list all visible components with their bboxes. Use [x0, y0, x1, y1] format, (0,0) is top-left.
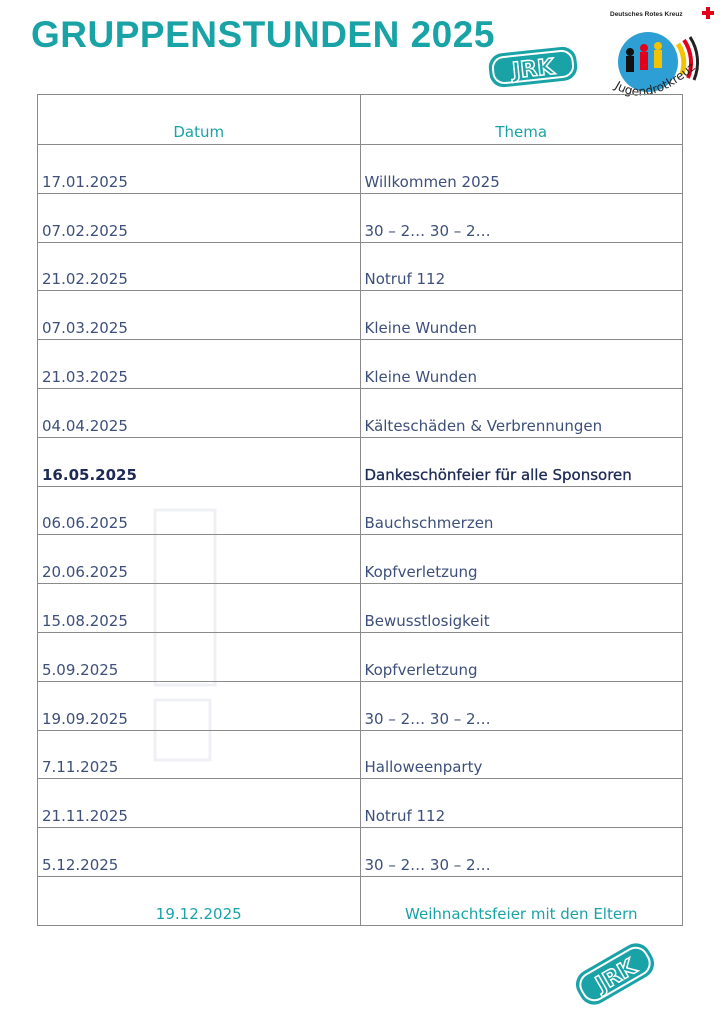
row-topic: Kälteschäden & Verbrennungen: [360, 388, 683, 437]
svg-text:Jugendrotkreuz: Jugendrotkreuz: [612, 59, 698, 99]
row-date: 19.12.2025: [38, 876, 361, 925]
row-date: 5.12.2025: [38, 828, 361, 877]
row-date: 7.11.2025: [38, 730, 361, 779]
schedule-table: [37, 94, 683, 926]
page-title: GRUPPENSTUNDEN 2025: [31, 14, 495, 55]
table-row: [38, 730, 683, 779]
header-datum: Datum: [38, 95, 361, 145]
row-date: 5.09.2025: [38, 632, 361, 681]
table-row: [38, 291, 683, 340]
row-topic: Kopfverletzung: [360, 535, 683, 584]
row-date: 17.01.2025: [38, 145, 361, 194]
svg-text:JRK: JRK: [591, 954, 641, 998]
row-topic: Dankeschönfeier für alle Sponsoren: [360, 437, 683, 486]
row-topic: Kleine Wunden: [360, 291, 683, 340]
table-row: [38, 145, 683, 194]
row-date: 07.02.2025: [38, 193, 361, 242]
row-topic: Halloweenparty: [360, 730, 683, 779]
table-row: [38, 584, 683, 633]
row-date: 19.09.2025: [38, 681, 361, 730]
table-row: [38, 193, 683, 242]
table-row: [38, 632, 683, 681]
table-row: [38, 242, 683, 291]
row-date: 21.03.2025: [38, 340, 361, 389]
jrk-logo-bottom: [570, 942, 660, 1006]
row-topic: Notruf 112: [360, 779, 683, 828]
row-topic: Kopfverletzung: [360, 632, 683, 681]
row-topic: Notruf 112: [360, 242, 683, 291]
header-thema: Thema: [360, 95, 683, 145]
row-date: 07.03.2025: [38, 291, 361, 340]
row-date: 16.05.2025: [38, 437, 361, 486]
table-row: [38, 486, 683, 535]
row-date: 20.06.2025: [38, 535, 361, 584]
jrk-logo-top: [485, 44, 581, 90]
row-topic: 30 – 2… 30 – 2…: [360, 681, 683, 730]
row-topic: Bauchschmerzen: [360, 486, 683, 535]
row-topic: Weihnachtsfeier mit den Eltern: [360, 876, 683, 925]
table-row: [38, 388, 683, 437]
table-row: [38, 681, 683, 730]
svg-text:JRK: JRK: [510, 54, 556, 85]
row-topic: Kleine Wunden: [360, 340, 683, 389]
table-row: [38, 876, 683, 925]
table-row: [38, 535, 683, 584]
row-topic: 30 – 2… 30 – 2…: [360, 828, 683, 877]
row-topic: Willkommen 2025: [360, 145, 683, 194]
table-row: [38, 779, 683, 828]
row-topic: Bewusstlosigkeit: [360, 584, 683, 633]
row-date: 06.06.2025: [38, 486, 361, 535]
svg-text:Deutsches Rotes Kreuz: Deutsches Rotes Kreuz: [610, 11, 683, 18]
table-row: [38, 437, 683, 486]
table-header-row: [38, 95, 683, 145]
row-date: 21.11.2025: [38, 779, 361, 828]
row-date: 15.08.2025: [38, 584, 361, 633]
row-topic: 30 – 2… 30 – 2…: [360, 193, 683, 242]
table-row: [38, 340, 683, 389]
row-date: 21.02.2025: [38, 242, 361, 291]
row-date: 04.04.2025: [38, 388, 361, 437]
table-row: [38, 828, 683, 877]
